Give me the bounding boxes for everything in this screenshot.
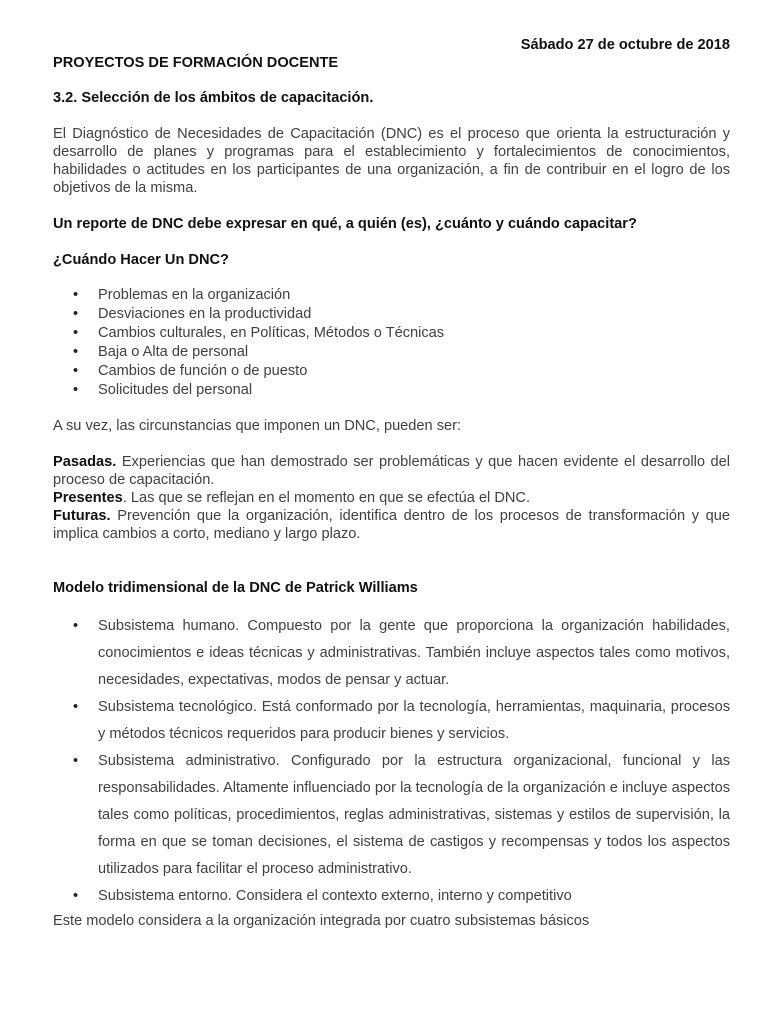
when-list <box>53 286 730 400</box>
section-heading: 3.2. Selección de los ámbitos de capacitación. <box>53 90 374 106</box>
list-item: • Problemas en la organización <box>53 286 730 305</box>
circumstance-future <box>53 507 730 543</box>
list-item: • Cambios culturales, en Políticas, Métodos o Técnicas <box>53 324 730 343</box>
list-item: • Desviaciones en la productividad <box>53 305 730 324</box>
list-item: • Cambios de función o de puesto <box>53 362 730 381</box>
list-item: • Solicitudes del personal <box>53 381 730 400</box>
intro-paragraph: El Diagnóstico de Necesidades de Capacitación (DNC) es el proceso que orienta la estructuración y desarrollo de planes y programas para el establecimiento y fortalecimientos de conocimientos, habilidades o actitudes en los participantes de una organización, a fin de contribuir en el logro de los objetivos de la misma. <box>53 126 730 196</box>
list-item: • Subsistema humano. Compuesto por la gente que proporciona la organización habilidades, conocimientos e ideas técnicas y administrativas. También incluye aspectos tales como motivos, necesidades, expectativas, modos de pensar y actuar. <box>53 613 730 694</box>
list-item: • Subsistema entorno. Considera el contexto externo, interno y competitivo <box>53 883 730 910</box>
document-title: PROYECTOS DE FORMACIÓN DOCENTE <box>53 55 339 71</box>
past-text: Experiencias que han demostrado ser problemáticas y que hacen evidente el desarrollo del proceso de capacitación. <box>53 454 730 488</box>
list-item: • Baja o Alta de personal <box>53 343 730 362</box>
model-heading: Modelo tridimensional de la DNC de Patrick Williams <box>53 580 418 596</box>
future-text: Prevención que la organización, identifica dentro de los procesos de transformación y que implica cambios a corto, mediano y largo plazo. <box>53 508 730 542</box>
circumstances-intro: A su vez, las circunstancias que imponen un DNC, pueden ser: <box>53 418 462 434</box>
past-label: Pasadas. <box>53 454 117 470</box>
list-item: • Subsistema administrativo. Configurado por la estructura organizacional, funcional y las responsabilidades. Altamente influenciado por la tecnología de la organización e incluye aspectos tales como políticas, procedimientos, reglas administrativas, sistemas y estilos de supervisión, la forma en que se toman decisiones, el sistema de castigos y recompensas y todos los aspectos utilizados para facilitar el proceso administrativo. <box>53 748 730 883</box>
present-label: Presentes <box>53 490 123 506</box>
document-date: Sábado 27 de octubre de 2018 <box>520 37 730 53</box>
present-text: . Las que se reflejan en el momento en que se efectúa el DNC. <box>122 490 531 506</box>
circumstance-present <box>53 489 730 507</box>
future-label: Futuras. <box>53 508 111 524</box>
model-list <box>53 613 730 910</box>
when-heading: ¿Cuándo Hacer Un DNC? <box>53 252 229 268</box>
list-item: • Subsistema tecnológico. Está conformado por la tecnología, herramientas, maquinaria, procesos y métodos técnicos requeridos para producir bienes y servicios. <box>53 694 730 748</box>
report-question: Un reporte de DNC debe expresar en qué, a quién (es), ¿cuánto y cuándo capacitar? <box>53 216 637 232</box>
closing-line: Este modelo considera a la organización integrada por cuatro subsistemas básicos <box>53 913 590 929</box>
circumstance-past <box>53 453 730 489</box>
